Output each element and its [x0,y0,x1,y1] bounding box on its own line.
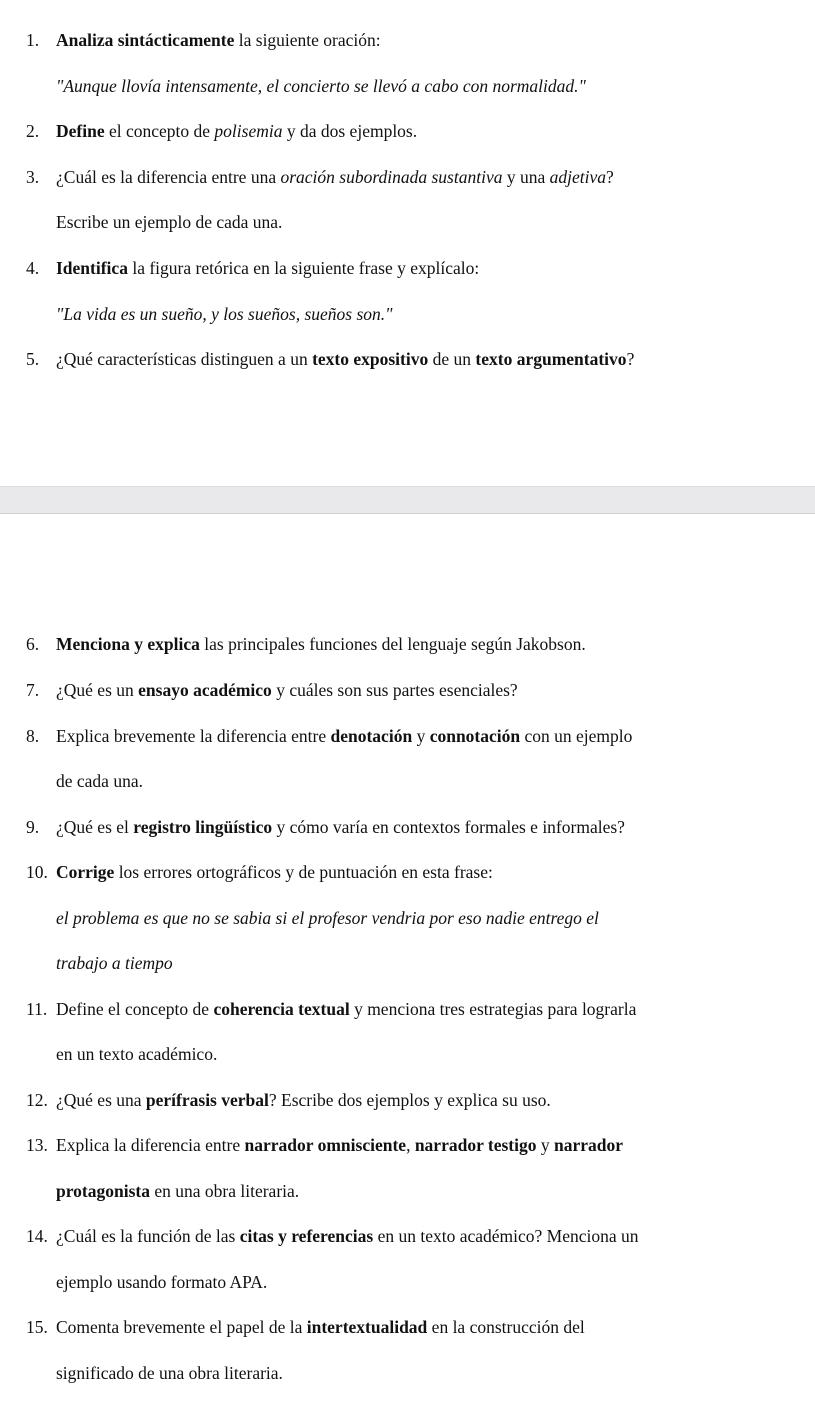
question-number: 14. [26,1226,48,1246]
question-keyword: Analiza sintácticamente [56,30,235,50]
question-number: 5. [26,349,40,369]
question-number: 13. [26,1135,48,1155]
question-number: 2. [26,121,40,141]
question-number: 10. [26,862,48,882]
question-number: 12. [26,1090,48,1110]
question-number: 1. [26,30,40,50]
question-number: 8. [26,726,40,746]
example-sentence: trabajo a tiempo [56,953,173,973]
page-separator [0,486,815,514]
question-number: 6. [26,634,40,654]
question-number: 4. [26,258,40,278]
question-number: 9. [26,817,40,837]
example-sentence: "La vida es un sueño, y los sueños, sueños son." [56,304,393,324]
example-sentence: "Aunque llovía intensamente, el concierto se llevó a cabo con normalidad." [56,76,586,96]
question-number: 11. [26,999,48,1019]
question-number: 7. [26,680,40,700]
question-number: 15. [26,1317,48,1337]
question-number: 3. [26,167,40,187]
example-sentence: el problema es que no se sabia si el profesor vendria por eso nadie entrego el [56,908,599,928]
